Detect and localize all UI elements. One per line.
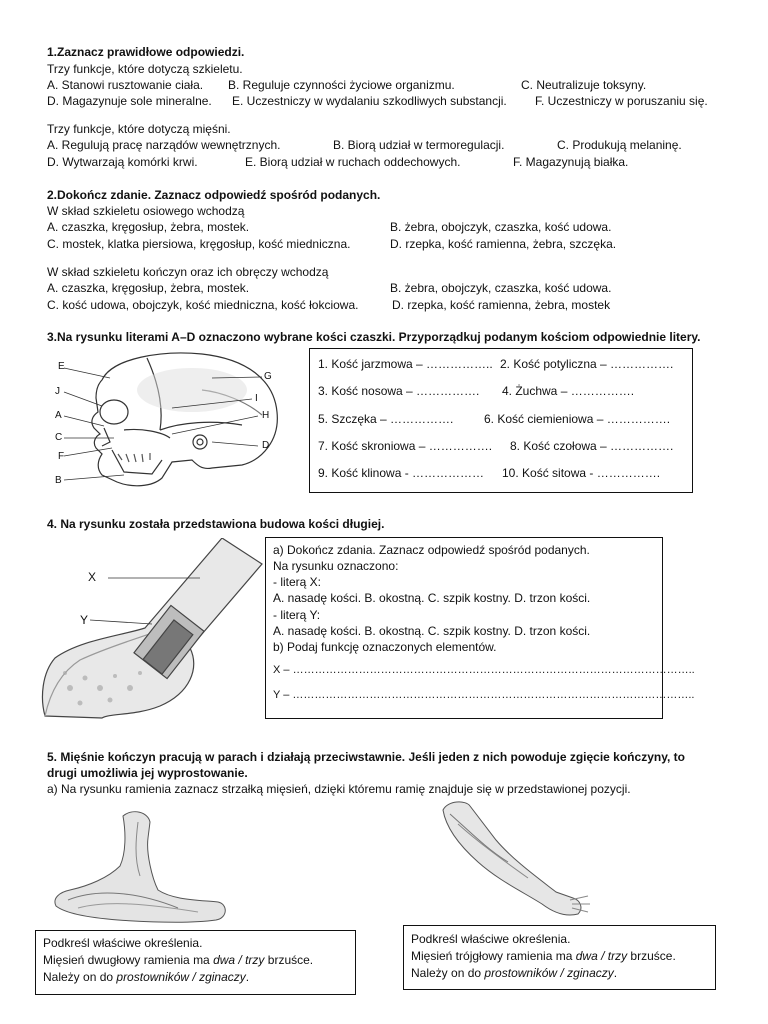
biceps-line-bellies: Mięsień dwugłowy ramienia ma dwa / trzy brzuśce. (43, 953, 314, 967)
biceps-line-type: Należy on do prostowników / zginaczy. (43, 970, 250, 984)
section-5-title-line-2: drugi umożliwia jej wyprostowanie. (47, 766, 248, 780)
bone-item-2[interactable]: 2. Kość potyliczna – ……………. (500, 357, 674, 371)
s1-q2-option-b[interactable]: B. Biorą udział w termoregulacji. (333, 138, 505, 152)
bone-label-x: X (88, 570, 97, 584)
skull-label-c: C (55, 432, 63, 443)
s2-q2-option-a[interactable]: A. czaszka, kręgosłup, żebra, mostek. (47, 281, 250, 295)
section-4-title: 4. Na rysunku została przedstawiona budowa kości długiej. (47, 517, 385, 531)
skull-label-g: G (264, 371, 272, 382)
skull-label-e: E (58, 361, 65, 372)
s1-q1-option-a[interactable]: A. Stanowi rusztowanie ciała. (47, 78, 204, 92)
s2-q2-option-c[interactable]: C. kość udowa, obojczyk, kość miedniczna, kość łokciowa. (47, 298, 359, 312)
biceps-instruction: Podkreśl właściwe określenia. (43, 936, 203, 950)
s1-question-muscles: Trzy funkcje, które dotyczą mięśni. (47, 122, 231, 136)
bone-item-6[interactable]: 6. Kość ciemieniowa – ……………. (484, 412, 671, 426)
s1-q2-option-f[interactable]: F. Magazynują białka. (513, 155, 629, 169)
bent-arm-illustration[interactable] (48, 808, 238, 928)
s4-line-x-label: - literą X: (273, 575, 322, 589)
triceps-bellies-choice[interactable]: dwa / trzy (575, 949, 628, 963)
section-5-title-line-1: 5. Mięśnie kończyn pracują w parach i działają przeciwstawnie. Jeśli jeden z nich powoduje zgięcie kończyny, to (47, 750, 685, 764)
s4-x-options[interactable]: A. nasadę kości. B. okostną. C. szpik kostny. D. trzon kości. (273, 591, 591, 605)
s2-q1-option-b[interactable]: B. żebra, obojczyk, czaszka, kość udowa. (390, 220, 612, 234)
s2-q2-option-b[interactable]: B. żebra, obojczyk, czaszka, kość udowa. (390, 281, 612, 295)
bone-item-7[interactable]: 7. Kość skroniowa – ……………. (318, 439, 493, 453)
bone-item-10[interactable]: 10. Kość sitowa - ……………. (502, 466, 661, 480)
triceps-line-type: Należy on do prostowników / zginaczy. (411, 966, 618, 980)
skull-label-d: D (262, 440, 270, 451)
s2-q1-option-c[interactable]: C. mostek, klatka piersiowa, kręgosłup, kość miedniczna. (47, 237, 351, 251)
s1-q2-option-a[interactable]: A. Regulują pracę narządów wewnętrznych. (47, 138, 281, 152)
s5-question-a: a) Na rysunku ramienia zaznacz strzałką mięsień, dzięki któremu ramię znajduje się w przedstawionej pozycji. (47, 782, 631, 796)
section-1-title: 1.Zaznacz prawidłowe odpowiedzi. (47, 45, 245, 59)
s1-q1-option-b[interactable]: B. Reguluje czynności życiowe organizmu. (228, 78, 455, 92)
s4-x-answer-line[interactable]: X – ……………………………………………………………………………………………….. (273, 664, 695, 676)
skull-label-b: B (55, 475, 62, 486)
s4-line-y-label: - literą Y: (273, 608, 321, 622)
triceps-instruction: Podkreśl właściwe określenia. (411, 932, 571, 946)
biceps-type-choice[interactable]: prostowników / zginaczy (116, 970, 246, 984)
bone-item-9[interactable]: 9. Kość klinowa - ……………… (318, 466, 485, 480)
s2-q1-option-a[interactable]: A. czaszka, kręgosłup, żebra, mostek. (47, 220, 250, 234)
s1-q1-option-e[interactable]: E. Uczestniczy w wydalaniu szkodliwych substancji. (232, 94, 507, 108)
bone-item-8[interactable]: 8. Kość czołowa – ……………. (510, 439, 674, 453)
s4-line-a: a) Dokończ zdania. Zaznacz odpowiedź spośród podanych. (273, 543, 590, 557)
bone-item-3[interactable]: 3. Kość nosowa – ……………. (318, 384, 480, 398)
long-bone-illustration (40, 538, 265, 723)
bone-item-4[interactable]: 4. Żuchwa – ……………. (502, 384, 635, 398)
s4-line-marked: Na rysunku oznaczono: (273, 559, 399, 573)
triceps-type-choice[interactable]: prostowników / zginaczy (484, 966, 614, 980)
skull-label-h: H (262, 410, 270, 421)
s2-question-axial: W skład szkieletu osiowego wchodzą (47, 204, 245, 218)
s1-q1-option-d[interactable]: D. Magazynuje sole mineralne. (47, 94, 212, 108)
s1-q2-option-e[interactable]: E. Biorą udział w ruchach oddechowych. (245, 155, 461, 169)
triceps-line-bellies: Mięsień trójgłowy ramienia ma dwa / trzy brzuśce. (411, 949, 676, 963)
skull-illustration (52, 350, 292, 495)
s4-y-options[interactable]: A. nasadę kości. B. okostną. C. szpik kostny. D. trzon kości. (273, 624, 591, 638)
s4-y-answer-line[interactable]: Y – ……………………………………………………………………………………………….. (273, 689, 695, 701)
straight-arm-illustration[interactable] (438, 800, 598, 920)
s1-q2-option-c[interactable]: C. Produkują melaninę. (557, 138, 682, 152)
s2-question-limbs: W skład szkieletu kończyn oraz ich obręczy wchodzą (47, 265, 329, 279)
bone-item-5[interactable]: 5. Szczęka – ……………. (318, 412, 454, 426)
skull-label-f: F (58, 451, 65, 462)
skull-label-j: J (55, 386, 60, 397)
s4-line-b: b) Podaj funkcję oznaczonych elementów. (273, 640, 497, 654)
skull-label-a: A (55, 410, 62, 421)
s1-q1-option-f[interactable]: F. Uczestniczy w poruszaniu się. (535, 94, 708, 108)
section-2-title: 2.Dokończ zdanie. Zaznacz odpowiedź spośród podanych. (47, 188, 381, 202)
s1-q1-option-c[interactable]: C. Neutralizuje toksyny. (521, 78, 647, 92)
biceps-bellies-choice[interactable]: dwa / trzy (213, 953, 265, 967)
bone-label-y: Y (80, 613, 89, 627)
bone-item-1[interactable]: 1. Kość jarzmowa – …………….. (318, 357, 493, 371)
s2-q2-option-d[interactable]: D. rzepka, kość ramienna, żebra, mostek (392, 298, 611, 312)
s1-q2-option-d[interactable]: D. Wytwarzają komórki krwi. (47, 155, 198, 169)
s1-question-skeleton: Trzy funkcje, które dotyczą szkieletu. (47, 62, 243, 76)
section-3-title: 3.Na rysunku literami A–D oznaczono wybrane kości czaszki. Przyporządkuj podanym kościom odpowiednie litery. (47, 330, 701, 344)
skull-label-i: I (255, 393, 258, 404)
s2-q1-option-d[interactable]: D. rzepka, kość ramienna, żebra, szczęka. (390, 237, 617, 251)
